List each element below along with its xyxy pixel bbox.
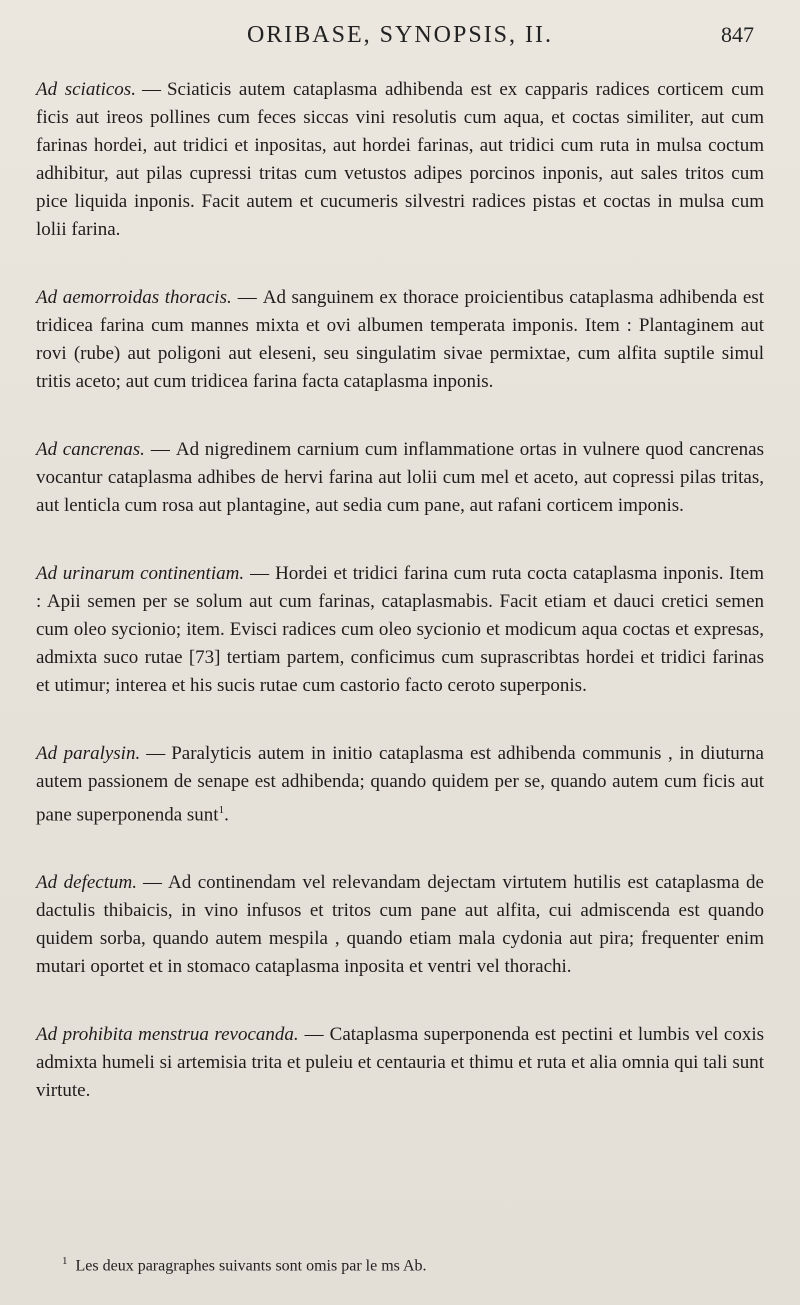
paragraph-heading: Ad paralysin.	[36, 743, 141, 764]
paragraph-aemorroidas	[36, 284, 764, 396]
paragraph-heading: Ad cancrenas.	[36, 439, 145, 460]
running-head	[36, 18, 764, 56]
paragraph-heading: Ad prohibita menstrua revocanda.	[36, 1024, 299, 1046]
paragraph-text: Cataplasma superponenda est pectini et lumbis vel coxis admixta humeli si artemisia trita et puleiu et centauria et thimu et ruta et alia omnia qui tali sunt virtute.	[36, 1024, 765, 1102]
paragraph-cancrenas	[36, 436, 764, 520]
paragraph-paralysin	[36, 740, 764, 829]
page-number: 847	[721, 22, 754, 47]
paragraph-menstrua	[36, 1021, 764, 1105]
paragraph-heading: Ad aemorroidas thoracis.	[36, 287, 232, 308]
paragraph-end: .	[224, 804, 229, 826]
footnote-mark: 1	[62, 1255, 68, 1267]
paragraph-sciaticos	[36, 76, 764, 244]
footnote-reference[interactable]: 1	[218, 804, 225, 816]
paragraph-heading: Ad urinarum continentiam.	[36, 563, 245, 584]
paragraph-dash: —	[142, 872, 162, 894]
paragraph-urinarum	[36, 560, 764, 700]
paragraph-dash: —	[146, 743, 166, 764]
paragraph-dash: —	[141, 79, 161, 100]
paragraph-text: Sciaticis autem cataplasma adhibenda est ex capparis radices corticem cum ficis aut ireos pollines cum feces siccas vini resolutis cum aqua, et coctas similiter, aut cum farinas hordei, aut tridici et inpositas, aut hordei farinas, aut tridici cum ruta in mulsa coctum adhibitur, aut pilas cupressi tritas cum vetustos adipes porcinos inponis, aut sales tritos cum pice liquida inponis. Facit autem et cucumeris silvestri radices pistas et coctas in mulsa cum lolii farina.	[36, 79, 764, 240]
running-title: ORIBASE, SYNOPSIS, II.	[246, 22, 554, 48]
paragraph-dash: —	[237, 287, 257, 308]
paragraph-dash: —	[150, 439, 170, 460]
footnote-text: Les deux paragraphes suivants sont omis par le ms Ab.	[75, 1257, 427, 1275]
paragraph-text: Ad continendam vel relevandam dejectam virtutem hutilis est cataplasma de dactulis thibaicis, in vino infusos et tritos cum pane aut alfita, cui admiscenda est quando quidem sorba, quando autem mespila , quando etiam mala cydonia aut pira; frequenter enim mutari oportet et in stomaco cataplasma inposita et ventri vel thorachi.	[36, 872, 764, 978]
paragraph-heading: Ad defectum.	[36, 872, 137, 894]
footnote	[62, 1250, 764, 1277]
paragraph-defectum	[36, 869, 764, 981]
paragraph-dash: —	[250, 563, 270, 584]
paragraph-heading: Ad sciaticos.	[36, 79, 136, 100]
paragraph-text: Paralyticis autem in initio cataplasma est adhibenda communis , in diuturna autem passionem de senape est adhibenda; quando quidem per se, quando autem cum ficis aut pane superponenda sunt	[36, 743, 764, 826]
paragraph-text: Ad nigredinem carnium cum inflammatione ortas in vulnere quod cancrenas vocantur cataplasma adhibes de hervi farina aut lolii cum mel et aceto, aut copressi pilas tritas, aut lenticla cum rosa aut plantagine, aut sedia cum pane, aut rafani corticem imponis.	[36, 439, 764, 516]
paragraph-dash: —	[304, 1024, 324, 1046]
paragraph-text: Hordei et tridici farina cum ruta cocta cataplasma inponis. Item : Apii semen per se solum aut cum farinas, cataplasmabis. Facit etiam et dauci cretici semen cum oleo sycionio; item. Evisci radices cum oleo sycionio et modicum aqua coctas et expresas, admixta suco rutae [73] tertiam partem, conficimus cum suprascribtas hordei et tridici farinas et utimur; interea et his sucis rutae cum castorio facto ceroto superponis.	[36, 563, 764, 696]
paragraph-text: Ad sanguinem ex thorace proicientibus cataplasma adhibenda est tridicea farina cum mannes mixta et ovi albumen temperata imponis. Item : Plantaginem aut rovi (rube) aut poligoni aut eleseni, seu singulatim sivae permixtae, cum alfita suptile simul tritis aceto; aut cum tridicea farina facta cataplasma inponis.	[36, 287, 764, 392]
